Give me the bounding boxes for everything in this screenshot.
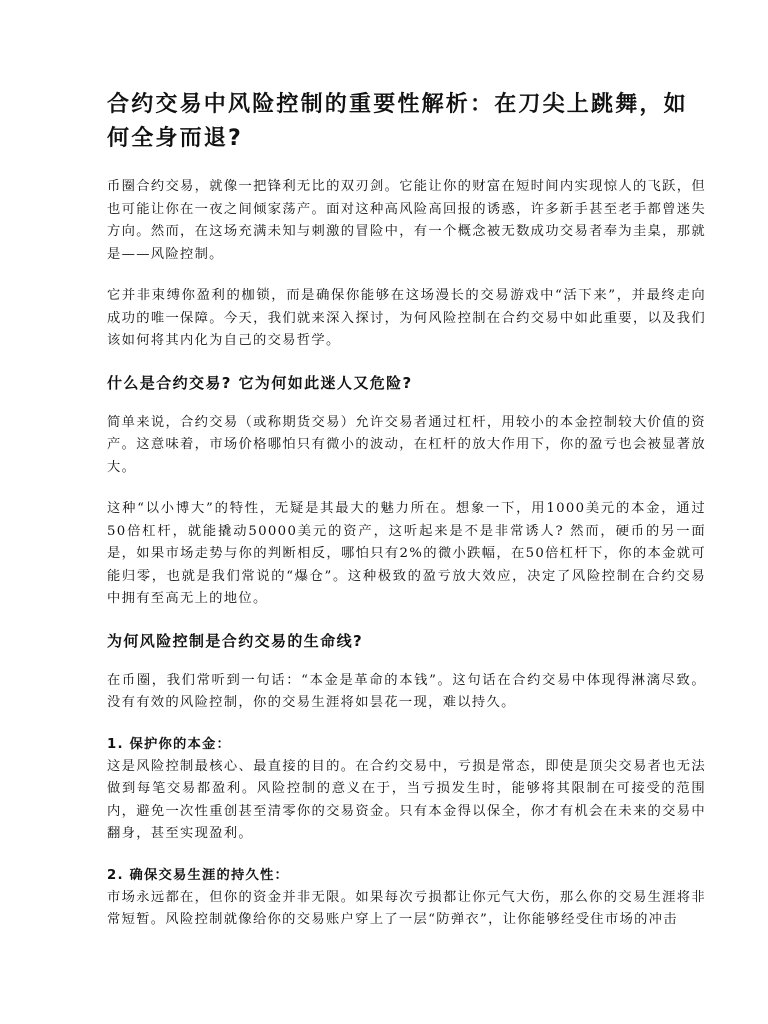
section-heading-why-risk-control: 为何风险控制是合约交易的生命线?	[107, 631, 364, 650]
trading-longevity-paragraph: 市场永远都在，但你的资金并非无限。如果每次亏损都让你元气大伤，那么你的交易生涯将非常短暂。风险控制就像给你的交易账户穿上了一层“防弹衣”，让你能够经受住市场的冲击	[107, 889, 706, 927]
subheading-protect-capital: 1. 保护你的本金：	[107, 736, 232, 752]
section2-paragraph-1: 在币圈，我们常听到一句话：“本金是革命的本钱”。这句话在合约交易中体现得淋漓尽致。没有有效的风险控制，你的交易生涯将如昙花一现，难以持久。	[107, 672, 706, 710]
article-title: 合约交易中风险控制的重要性解析：在刀尖上跳舞，如何全身而退?	[107, 92, 688, 151]
intro-paragraph-2: 它并非束缚你盈利的枷锁，而是确保你能够在这场漫长的交易游戏中“活下来”，并最终走向成功的唯一保障。今天，我们就来深入探讨，为何风险控制在合约交易中如此重要，以及我们该如何将其内化为自己的交易哲学。	[107, 288, 706, 348]
subheading-trading-longevity: 2. 确保交易生涯的持久性：	[107, 867, 289, 883]
protect-capital-paragraph: 这是风险控制最核心、最直接的目的。在合约交易中，亏损是常态，即使是顶尖交易者也无法做到每笔交易都盈利。风险控制的意义在于，当亏损发生时，能够将其限制在可接受的范围内，避免一次性重创甚至清零你的交易资金。只有本金得以保全，你才有机会在未来的交易中翻身，甚至实现盈利。	[107, 758, 706, 841]
section-heading-what-is-contract-trading: 什么是合约交易? 它为何如此迷人又危险?	[107, 373, 413, 392]
intro-paragraph-1: 币圈合约交易，就像一把锋利无比的双刃剑。它能让你的财富在短时间内实现惊人的飞跃，但也可能让你在一夜之间倾家荡产。面对这种高风险高回报的诱惑，许多新手甚至老手都曾迷失方向。然而，在这场充满未知与刺激的冒险中，有一个概念被无数成功交易者奉为圭臬，那就是——风险控制。	[107, 179, 706, 262]
section1-paragraph-2: 这种“以小博大”的特性，无疑是其最大的魅力所在。想象一下，用1000美元的本金，通过50倍杠杆，就能撬动50000美元的资产，这听起来是不是非常诱人? 然而，硬币的另一面是，如果市场走势与你的判断相反，哪怕只有2%的微小跌幅，在50倍杠杆下，你的本金就可能归零，也就是我们常说的“爆仓”。这种极致的盈亏放大效应，决定了风险控制在合约交易中拥有至高无上的地位。	[107, 501, 706, 606]
section1-paragraph-1: 简单来说，合约交易（或称期货交易）允许交易者通过杠杆，用较小的本金控制较大价值的资产。这意味着，市场价格哪怕只有微小的波动，在杠杆的放大作用下，你的盈亏也会被显著放大。	[107, 414, 706, 475]
